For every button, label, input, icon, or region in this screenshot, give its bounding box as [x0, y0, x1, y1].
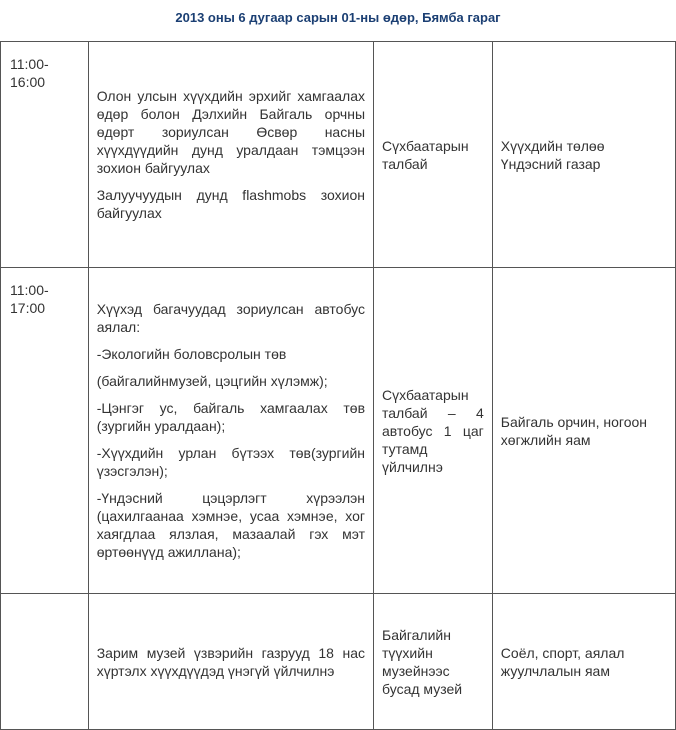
time-cell: 11:00-16:00: [1, 42, 89, 268]
description-line: -Экологийн боловсролын төв: [96, 346, 287, 362]
organizer-cell: Хүүхдийн төлөө Үндэсний газар: [492, 42, 675, 268]
table-row: [1, 594, 676, 730]
time-cell: 11:00-17:00: [1, 268, 89, 594]
description-line: Зарим музей үзвэрийн газрууд 18 нас хүртэлх хүүхдүүдэд үнэгүй үйлчилнэ: [96, 644, 366, 679]
location-cell: [374, 268, 493, 594]
organizer-cell: Байгаль орчин, ногоон хөгжлийн яам: [492, 268, 675, 594]
description-line: Залуучуудын дунд flashmobs зохион байгуулах: [96, 187, 366, 221]
organizer-cell: Соёл, спорт, аялал жуулчлалын яам: [492, 594, 675, 730]
description-line: Хүүхэд багачуудад зориулсан автобус аялал:: [96, 301, 366, 335]
description-line: Олон улсын хүүхдийн эрхийг хамгаалах өдөр болон Дэлхийн Байгаль орчны өдөрт зориулсан Өсвөр насны хүүхдүүдийн дунд уралдаан тэмцээн зохион байгуулах: [96, 88, 366, 176]
description-line: -Цэнгэг ус, байгаль хамгаалах төв (зургийн уралдаан);: [96, 400, 366, 434]
location-cell: Байгалийн түүхийн музейнээс бусад музей: [374, 594, 493, 730]
description-cell: [88, 268, 373, 594]
schedule-table: [0, 41, 676, 730]
description-line: -Хүүхдийн урлан бүтээх төв(зургийн үзэсгэлэн);: [96, 445, 366, 479]
description-cell: [88, 594, 373, 730]
location-cell: Сүхбаатарын талбай: [374, 42, 493, 268]
table-row: [1, 268, 676, 594]
location-text: Сүхбаатарын талбай – 4 автобус 1 цаг тутамд үйлчилнэ: [382, 386, 484, 475]
time-cell: [1, 594, 89, 730]
description-line: -Үндэсний цэцэрлэгт хүрээлэн (цахилгаанаа хэмнэе, усаа хэмнэе, хог хаягдлаа ялзлая, мазаалай гэх мэт өртөөнүүд ажиллана);: [96, 490, 366, 560]
table-row: [1, 42, 676, 268]
description-cell: [88, 42, 373, 268]
page-title: 2013 оны 6 дугаар сарын 01-ны өдөр, Бямба гараг: [175, 10, 501, 25]
description-line: (байгалийнмузей, цэцгийн хүлэмж);: [96, 373, 328, 389]
